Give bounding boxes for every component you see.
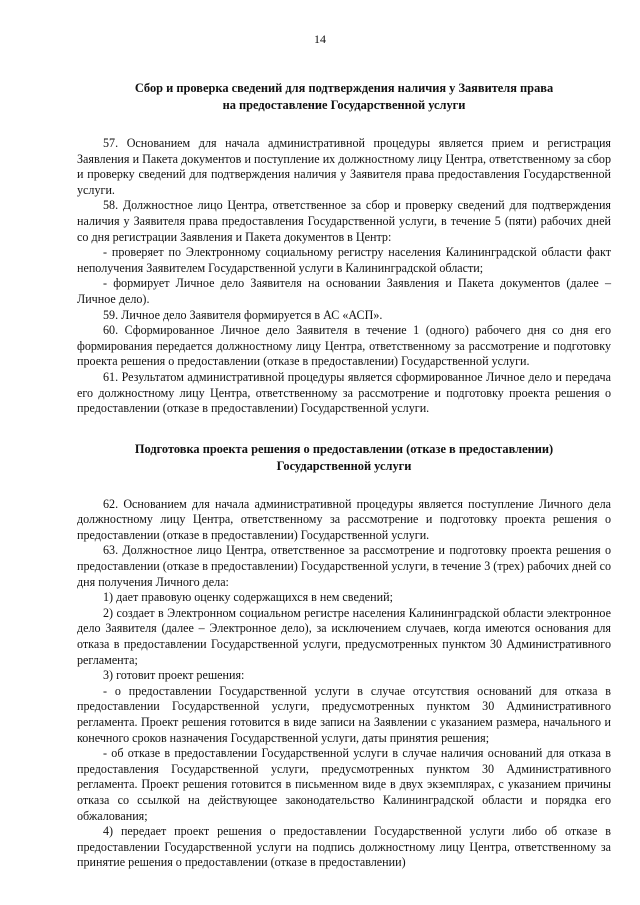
- paragraph-60: 60. Сформированное Личное дело Заявителя в течение 1 (одного) рабочего дня со дня его формирования передается должностному лицу Центра, ответственному за рассмотрение и подготовку проекта решения о предоставлении (отказе в предоставлении) Государственной услуги.: [77, 323, 611, 369]
- paragraph-57: 57. Основанием для начала административной процедуры является прием и регистрация Заявления и Пакета документов и поступление их должностному лицу Центра, ответственному за сбор и проверку сведений для подтверждения наличия у Заявителя права предоставления Государственной услуги.: [77, 136, 611, 197]
- section-heading-preparation: [77, 441, 611, 475]
- heading-line: на предоставление Государственной услуги: [222, 98, 466, 112]
- paragraph-61: 61. Результатом административной процедуры является сформированное Личное дело и передача его должностному лицу Центра, ответственному за рассмотрение и подготовку проекта решения о предоставлении (отказе в предоставлении) Государственной услуги.: [77, 369, 611, 416]
- paragraph-58: 58. Должностное лицо Центра, ответственное за сбор и проверку сведений для подтверждения наличия у Заявителя права предоставления Государственной услуги, в течение 5 (пяти) рабочих дней со дня регистрации Заявления и Пакета документов в Центр:: [77, 198, 611, 244]
- paragraph-63: 63. Должностное лицо Центра, ответственное за рассмотрение и подготовку проекта решения о предоставлении (отказе в предоставлении) Государственной услуги, в течение 3 (трех) рабочих дней со дня получения Личного дела:: [77, 543, 611, 589]
- heading-line: Сбор и проверка сведений для подтверждения наличия у Заявителя права: [134, 81, 554, 95]
- page-number: 14: [314, 32, 326, 46]
- paragraph-59: 59. Личное дело Заявителя формируется в АС «АСП».: [103, 307, 383, 322]
- heading-line: Подготовка проекта решения о предоставлении (отказе в предоставлении): [134, 441, 554, 456]
- paragraph-62: 62. Основанием для начала административной процедуры является поступление Личного дела должностному лицу Центра, ответственному за рассмотрение и подготовку проекта решения о предоставлении (отказе в предоставлении) Государственной услуги.: [77, 496, 611, 542]
- list-item: - о предоставлении Государственной услуги в случае отсутствия оснований для отказа в предоставлении Государственной услуги, предусмотренных пунктом 30 Административного регламента. Проект решения готовится в виде записи на Заявлении с указанием размера, начального и конечного сроков назначения Государственной услуги, даты принятия решения;: [77, 683, 611, 745]
- list-item: 1) дает правовую оценку содержащихся в нем сведений;: [103, 590, 393, 605]
- list-item: - проверяет по Электронному социальному регистру населения Калининградской области факт неполучения Заявителем Государственной услуги в Калининградской области;: [77, 245, 611, 275]
- list-item: 4) передает проект решения о предоставлении Государственной услуги либо об отказе в предоставлении Государственной услуги на подпись должностному лицу Центра, ответственному за принятие решения о предоставлении (отказе в предоставлении): [77, 824, 611, 870]
- list-item: - об отказе в предоставлении Государственной услуги в случае наличия оснований для отказа в предоставления Государственной услуги, предусмотренных пунктом 30 Административного регламента. Проект решения готовится в письменном виде в двух экземплярах, с указанием причины отказа со ссылкой на действующее законодательство Калининградской области и порядка его обжалования;: [77, 746, 611, 823]
- page-content: [77, 80, 611, 871]
- list-item: 2) создает в Электронном социальном регистре населения Калининградской области электронное дело Заявителя (далее – Электронное дело), за исключением случаев, когда имеются основания для отказа в предоставлении Государственной услуги, предусмотренных пунктом 30 Административного регламента;: [77, 605, 611, 667]
- list-item: - формирует Личное дело Заявителя на основании Заявления и Пакета документов (далее – Личное дело).: [77, 276, 611, 306]
- heading-line: Государственной услуги: [276, 458, 412, 473]
- list-item: 3) готовит проект решения:: [103, 668, 245, 683]
- section-heading-collection: [77, 80, 611, 114]
